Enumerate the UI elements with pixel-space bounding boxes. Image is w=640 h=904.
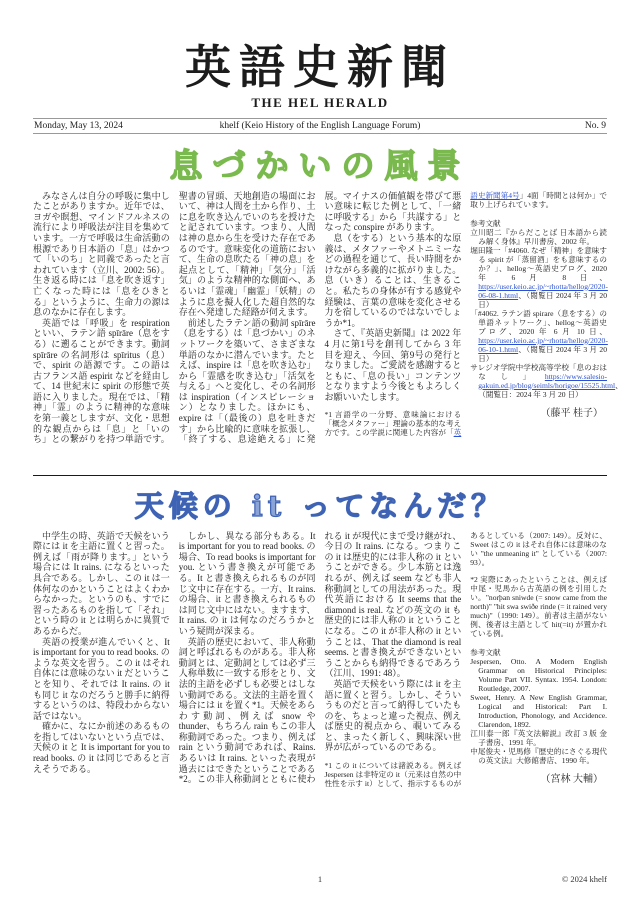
article-2-paragraph: 中学生の時、英語で天候をいう際には it を主語に置くと習った。例えば「雨が降ります。」という場合には It rains. になるといった具合である。しかし、この it は一体何なのかということはよくわからなかった。というのも、すでに習ったあるものを指して「それ」という時の it とは明らかに異質であるからだ。: [33, 530, 170, 636]
footnote-text: *1 言語学の一分野、意味論における「概念メタファー」理論の基本的な考え方です。この学説に関連した内容が「: [324, 410, 462, 438]
article-2-footnote-2: *2 実際にあったということは、例えば中尾・児馬から古英語の例を引用したい。"norþan sniwde (= snow came from the north)" "hit swa swiðe rinde (= it rained very much)"（1990: 149）。前者は主語がない例、後者は主語として hit(=it) が置かれている例。: [470, 574, 607, 638]
reference-text: 、（閲覧日 2024 年 3 月 20 日）: [478, 344, 607, 363]
reference-item: [470, 309, 607, 363]
dateline-date: Monday, May 13, 2024: [34, 120, 123, 131]
article-2: [33, 484, 607, 869]
article-divider: [33, 475, 607, 476]
article-1-paragraph: 息（をする）という基本的な原義は、メタファーやメトニミーなどの過程を通じて、長い時間をかけながら多義的に拡がりました。息（いき）ることは、生きること。私たちの身体が有する感覚や経験は、言葉の意味を変化させる力を宿しているのではないでしょうか*1。: [324, 232, 462, 328]
reference-item: [470, 246, 607, 309]
reference-text: 堀田隆一「#4060. なぜ「精神」を意味する spirit が「蒸留酒」をも意味するのか？」、hellog～英語史ブログ、2020 年 6 月 8 日、: [470, 245, 607, 282]
reference-text: 「#4062. ラテン語 spirare（息をする）の単語ネットワーク」、hellog～英語史ブログ、2020 年 6 月 10 日、: [470, 308, 607, 336]
dateline-issue-number: No. 9: [584, 120, 606, 131]
article-1-paragraph: 英語では「呼吸」を respiration といい、ラテン語 spīrāre（息をする）に遡ることができます。動詞 spīrāre の名詞形は spīritus（息）で、spirit の語源です。この語は古フランス語 espirit などを経由して、14 世紀末に spirit の形態で英語に入りました。現在では、「精神」「霊」のように精神的な意味を第一義としますが、文化・思想的な観点からは「息」と「いのち」との繋がりを持つ単語です。聖書の冒頭、天地創造の場面において、神は人間を土から作り、土に息を吹き込んでいのちを授けたと記されています。つまり、人間は神の息から生を受けた存在であるのです。意味変化の道筋において、生命の息吹たる「神の息」を起点として、「精神」「気分」「活気」のような精神的な側面へ、あるいは「霊魂」「幽霊」「妖精」のように息を擬人化した超自然的な存在へ発達した経路が伺えます。: [33, 190, 316, 445]
page-number: 1: [317, 874, 323, 884]
hellog-link[interactable]: https://user.keio.ac.jp/~rhotta/hellog/2020-06-10-1.html: [478, 335, 608, 354]
reference-item: [470, 362, 623, 399]
article-1-paragraph: 前述したラテン語の動詞 spīrāre（息をする）は「息づかい」のネットワークを築いて、さまざまな単語のなかに潜んでいます。たとえば、inspire は「息を吹き込む」から「霊感を吹き込む」「活気を与える」へと変化し、その名詞形は inspiration（インスピレーション）となりました。ほかにも、expire は「（最後の）息を吐きだす」から比喩的に意味を拡張し、「終了する、息途絶える」に発展。マイナスの価値観を帯びて悪い意味に転じた例として、「一緒に呼吸する」から「共謀する」となった conspire があります。: [178, 190, 462, 445]
article-2-title: 天候の it ってなんだ？: [134, 488, 506, 523]
article-1: [33, 140, 623, 467]
reference-item: Jespersen, Otto. A Modern English Grammar on Historical Principles: Volume Part VII. Syntax. 1954. London: Routledge, 2007.: [470, 656, 607, 693]
author-signature: （藤平 桂子）: [540, 407, 603, 419]
masthead: [33, 42, 607, 111]
article-2-paragraph: しかし、異なる部分もある。It is important for you to read books. の場合、To read books is important for you. という書き換えが可能である。It と書き換えられるものが同じ文中に存在する。一方、It rains. の場合、it と書き換えられるものは同じ文中にはない。ますます、It rains. の it は何なのだろうかという疑問が深まる。: [178, 530, 316, 636]
reference-item: 江川泰一郎『英文法解説』改訂 3 版 金子書房、1991 年。: [470, 728, 607, 747]
hellog-link[interactable]: https://user.keio.ac.jp/~rhotta/hellog/2020-06-08-1.html: [478, 281, 608, 300]
reference-item: 立川昭二『からだことば 日本語から読み解く身体』早川書房、2002 年。: [470, 227, 607, 246]
author-signature: （宮林 大輔）: [540, 773, 603, 785]
reference-text: サレジオ学院中学校高等学校「息のおはなし」: [470, 362, 607, 381]
salesio-link[interactable]: https://www.salesio-gakuin.ed.jp/blog/seimls/horigoe/15525.html: [478, 371, 616, 390]
article-2-paragraph: 英語の歴史において、非人称動詞と呼ばれるものがある。非人称動詞とは、定動詞としては必ず三人称単数に一致する形をとり、文法的主語を必ずしも必要とはしない動詞である。文法的主語を置く場合には it を置く*1。天候をあらわす動詞、例えば snow や thunder、もちろん rain もこの非人称動詞であった。つまり、例えば rain という動詞であれば、Rains. あるいは It rains. といった表現が過去にはできたということである*2。この非人称動詞とともに使われる it が現代にまで受け継がれ、今日の It rains. になる。つまりこの it は歴史的には非人称の it ということができる。少し本筋とは逸れるが、例えば seem なども非人称動詞としての用法があった。現代英語における It seems that the diamond is real. などの英文の it も歴史的には非人称の it ということになる。この it が非人称の it ということは、That the diamond is real seems. と書き換えができないということからも納得できるであろう（江川、1991: 48）。: [178, 530, 462, 785]
issue-4-link[interactable]: 英語史新聞第4号: [453, 190, 520, 438]
article-2-paragraph: 英語で天候をいう際には it を主語に置くと習う。しかし、そういうものだと言って納得していたものを、ちょっと違った視点、例えば歴史的視点から、覗いてみると、まったく新しく、興味深い世界が広がっているのである。: [324, 678, 462, 753]
copyright-notice: © 2024 khelf: [561, 874, 607, 884]
references-heading: 参考文献: [470, 218, 501, 228]
reference-item: Sweet, Henry. A New English Grammar, Logical and Historical: Part I. Introduction, Phonology, and Accidence. Clarendon, 1892.: [470, 692, 607, 729]
article-1-paragraph: みなさんは自分の呼吸に集中したことがありますか。近年では、ヨガや瞑想、マインドフルネスの流行により呼吸法が注目を集めています。一方で呼吸は生命活動の根源であり日本語の「息」はかつて「いのち」と同義であったと言われています（立川、2002: 56）。生き返る時には「息を吹き返す」亡くなった時には「息をひきとる」というように、生命力の源は息のなかに存在します。: [33, 190, 170, 318]
reference-text: 、（閲覧日 2024 年 3 月 20 日）: [478, 290, 607, 309]
dateline-publisher: khelf (Keio History of the English Language Forum): [219, 120, 421, 131]
article-1-body: [33, 190, 623, 467]
article-2-body: [33, 531, 607, 869]
reference-text: 、（閲覧日：2024 年 3 月 20 日）: [478, 380, 623, 399]
masthead-title: 英語史新聞: [185, 40, 455, 94]
article-1-title: 息づかいの風景: [169, 145, 471, 185]
article-2-footnote-1: *1 この it については諸説ある。例えば Jespersen は非特定の it（元来は自然の中性性を示す it）として、指示するものがあるとしている（2007: 149）。反対に、Sweet はこの it はそれ自体には意味のない "the unmeaning it" としている（2007: 93）。: [324, 530, 607, 789]
references-heading: 参考文献: [470, 647, 501, 657]
reference-item: 中尾俊夫・児馬修『歴史的にさぐる現代の英文法』大修館書店、1990 年。: [470, 746, 607, 765]
article-1-paragraph: さて、『英語史新聞』は 2022 年 4 月に第1号を創刊してから 3 年目を迎え、今回、第9号の発行となりました。ご愛読を感謝するとともに、「息の長い」コンテンツとなりますよう今後ともよろしくお願いいたします。: [324, 328, 462, 402]
dateline: [33, 118, 607, 134]
footnote-text: 」4面「時間とは何か」で取り上げられています。: [470, 190, 608, 209]
article-2-paragraph: 英語の授業が進んでいくと、It is important for you to read books. のような英文を習う。この it はそれ自体には意味のない it だということを知り、それでは It rains. の it も同じ it なのだろうと勝手に納得するというのは、特段わからない話ではない。: [33, 636, 170, 721]
masthead-subtitle: THE HEL HERALD: [251, 94, 389, 110]
article-2-paragraph: 確かに、なにか前述のあるものを指してはいないという点では、天候の it と It is important for you to read books. の it は同じであると言えそうである。: [33, 721, 170, 774]
